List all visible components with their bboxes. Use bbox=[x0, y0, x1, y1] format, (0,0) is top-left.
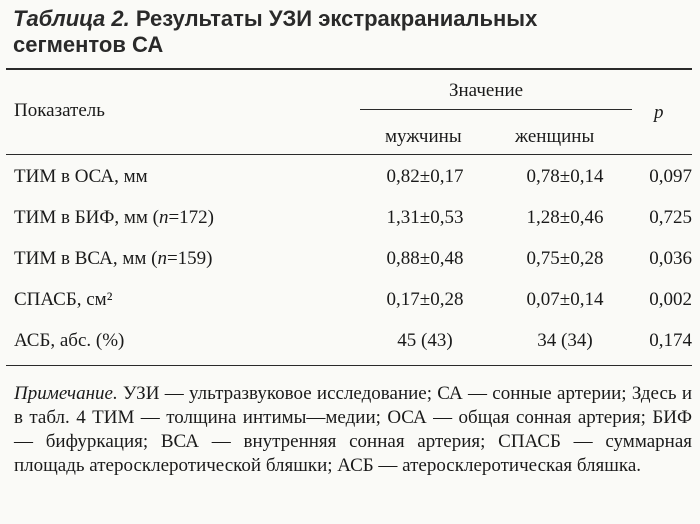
row-parameter-count: =172) bbox=[168, 207, 215, 228]
table-note bbox=[14, 382, 692, 478]
table-number: Таблица 2. bbox=[13, 6, 130, 31]
row-parameter-count: =159) bbox=[166, 248, 213, 269]
row-p-value: 0,002 bbox=[649, 289, 692, 310]
table-bottom-rule bbox=[6, 365, 692, 366]
row-parameter bbox=[14, 329, 124, 353]
row-men-value: 45 (43) bbox=[397, 330, 453, 351]
row-parameter-n: n bbox=[157, 248, 167, 269]
header-p: p bbox=[654, 102, 664, 123]
table-header-rule bbox=[6, 154, 692, 155]
row-parameter bbox=[14, 165, 148, 189]
row-parameter-text: СПАСБ, см² bbox=[14, 289, 113, 310]
header-women: женщины bbox=[515, 126, 595, 147]
row-parameter-text: ТИМ в БИФ, мм ( bbox=[14, 207, 159, 228]
header-parameter: Показатель bbox=[14, 100, 105, 121]
row-parameter bbox=[14, 247, 212, 271]
table-title: Результаты УЗИ экстракраниальных сегментов СА bbox=[13, 6, 538, 57]
row-p-value: 0,097 bbox=[649, 166, 692, 187]
row-men-value: 0,82±0,17 bbox=[386, 166, 464, 187]
row-men-value: 0,88±0,48 bbox=[386, 248, 464, 269]
row-parameter-text: ТИМ в ВСА, мм ( bbox=[14, 248, 158, 269]
row-men-value: 0,17±0,28 bbox=[386, 289, 464, 310]
header-group-rule bbox=[360, 109, 632, 110]
table-row bbox=[0, 160, 700, 196]
header-men: мужчины bbox=[385, 126, 462, 147]
note-text: УЗИ — ультразвуковое исследование; СА — сонные артерии; Здесь и в табл. 4 ТИМ — толщина интимы—медии; ОСА — общая сонная артерия; БИФ — бифуркация; ВСА — внутренняя сонная артерия; СПАСБ — суммарная площадь атеросклеротической бляшки; АСБ — атеросклеротическая бляшка. bbox=[14, 383, 692, 476]
table-top-rule bbox=[6, 68, 692, 70]
table-row bbox=[0, 201, 700, 237]
row-p-value: 0,725 bbox=[649, 207, 692, 228]
row-women-value: 0,07±0,14 bbox=[526, 289, 604, 310]
row-parameter-text: ТИМ в ОСА, мм bbox=[14, 166, 148, 187]
row-p-value: 0,174 bbox=[649, 330, 692, 351]
table-row bbox=[0, 324, 700, 360]
row-parameter bbox=[14, 206, 214, 230]
row-women-value: 34 (34) bbox=[537, 330, 593, 351]
row-women-value: 0,75±0,28 bbox=[526, 248, 604, 269]
row-p-value: 0,036 bbox=[649, 248, 692, 269]
header-value-group: Значение bbox=[449, 80, 524, 101]
row-parameter-n: n bbox=[158, 207, 169, 228]
row-parameter-text: АСБ, абс. (%) bbox=[14, 330, 125, 351]
table-row bbox=[0, 283, 700, 319]
row-women-value: 1,28±0,46 bbox=[526, 207, 604, 228]
table-caption bbox=[13, 6, 653, 58]
table-row bbox=[0, 242, 700, 278]
row-men-value: 1,31±0,53 bbox=[386, 207, 464, 228]
note-label: Примечание. bbox=[14, 383, 118, 404]
row-parameter bbox=[14, 288, 112, 312]
row-women-value: 0,78±0,14 bbox=[526, 166, 604, 187]
